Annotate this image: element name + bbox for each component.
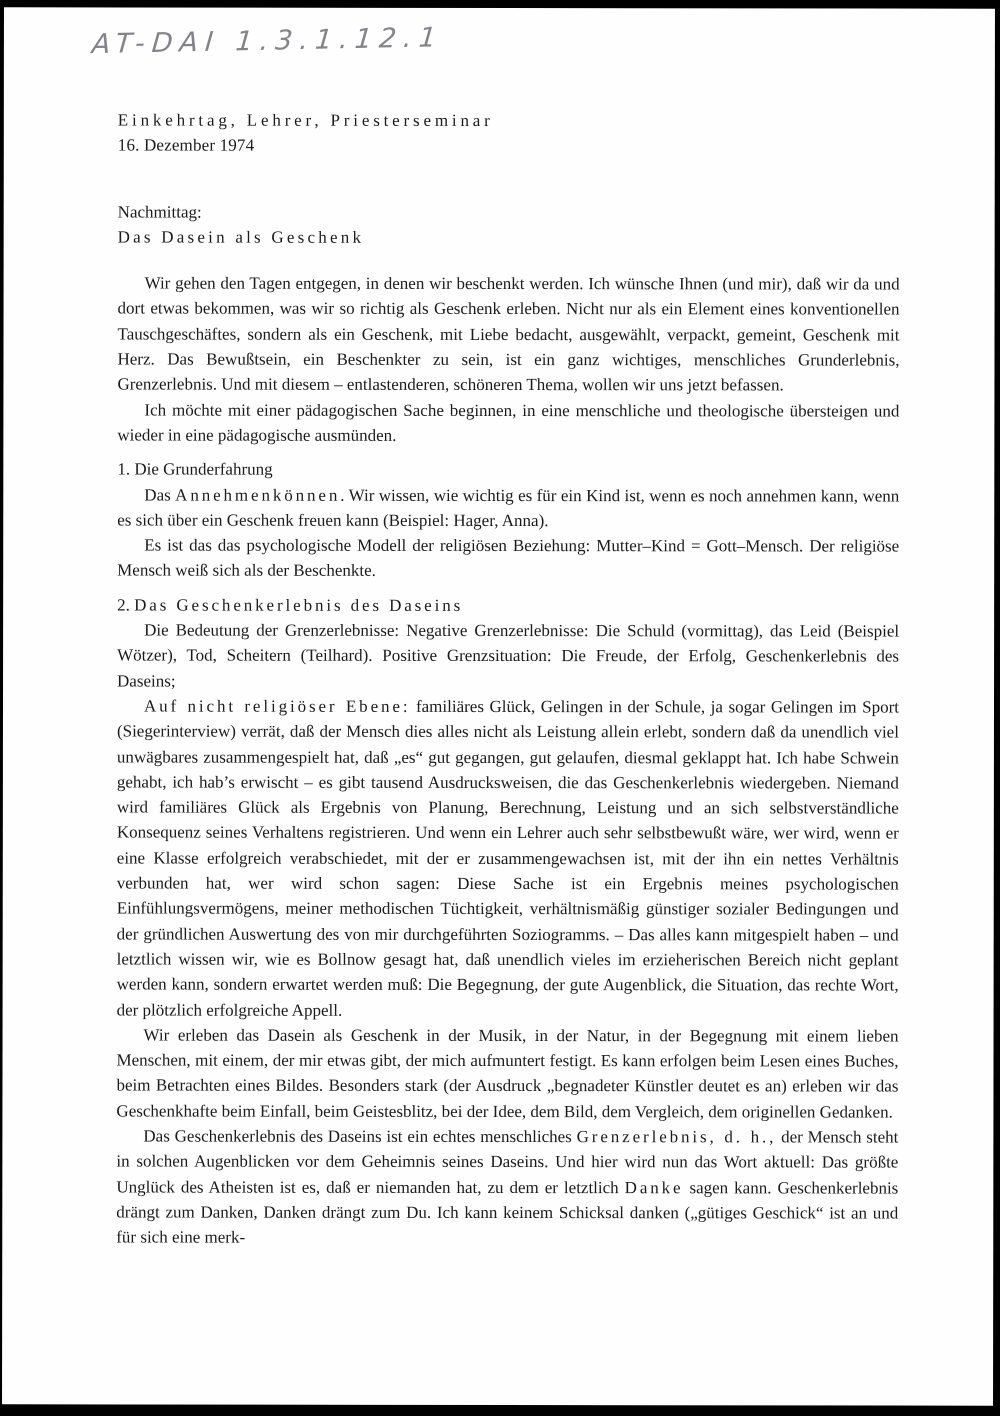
body-paragraph [117, 693, 899, 1023]
section-heading [117, 457, 899, 483]
emphasized-spaced-text: Danke [624, 1177, 684, 1197]
section-heading [117, 592, 899, 618]
body-paragraph [117, 271, 899, 399]
emphasized-spaced-text: Das Geschenkerlebnis des Daseins [134, 595, 464, 615]
emphasized-spaced-text: Auf nicht religiöser Ebene: [143, 696, 411, 716]
body-paragraph [117, 482, 899, 534]
document-page [2, 7, 995, 1405]
document-subheader [118, 199, 900, 251]
text-run: Wir erleben das Dasein als Geschenk in der Musik, in der Natur, in der Begegnung mit einem lieben Menschen, mit einem, der mir etwas gibt, der mich aufmuntert festigt. Es kann erfolgen beim Lesen eines Buches, beim Betrachten eines Bildes. Besonders stark (der Ausdruck „begnadeter Künstler deutet es an) erleben wir das Geschenkhafte beim Einfall, beim Geistesblitz, bei der Idee, dem Bild, dem Vergleich, dem originellen Gedanken. [116, 1025, 899, 1122]
handwritten-archive-code: AT-DAI 1.3.1.12.1 [90, 22, 445, 61]
text-run: sagen kann. Geschenkerlebnis drängt zum Danken, Danken drängt zum Du. Ich kann keinem Schicksal danken („gütiges Geschick“ ist an und für sich eine merk- [116, 1177, 899, 1247]
text-run: Es ist das das psychologische Modell der religiösen Beziehung: Mutter–Kind = Gott–Mensch. Der religiöse Mensch weiß sich als der Beschenkte. [117, 535, 900, 581]
text-run: . Wir wissen, wie wichtig es für ein Kind ist, wenn es noch annehmen kann, wenn es sich über ein Geschenk freuen kann (Beispiel: Hager, Anna). [117, 485, 900, 530]
document-date: 16. Dezember 1974 [117, 135, 255, 155]
text-run: der Mensch steht in solchen Augenblicken vor dem Geheimnis seines Daseins. Und hier wird nun das Wort aktuell: Das größte Unglück des Atheisten ist es, daß er niemanden hat, zu dem er letztlich [116, 1127, 899, 1197]
text-run: familiäres Glück, Gelingen in der Schule, ja sogar Gelingen im Sport (Siegerinterview) verrät, daß der Mensch dies alles nicht als Leistung allein erlebt, sondern daß da unendlich viel unwägbares zusammengespielt hat, daß „es“ gut gegangen, gut gelaufen, diesmal geklappt hat. Ich habe Schwein gehabt, ich hab’s erwischt – es gibt tausend Ausdrucksweisen, die das Geschenkerlebnis wiedergeben. Niemand wird familiäres Glück als Ergebnis von Planung, Berechnung, Leistung und an sich selbstverständliche Konsequenz seines Verhaltens registrieren. Und wenn ein Lehrer auch sehr selbstbewußt wäre, wer wird, wenn er eine Klasse erfolgreich verabschiedet, mit der er zusammengewachsen ist, mit der ihn ein nettes Verhältnis verbunden hat, wer wird schon sagen: Diese Sache ist ein Ergebnis meines psychologischen Einfühlungsvermögens, meiner methodischen Tüchtigkeit, verhältnismäßig günstiger sozialer Bedingungen und der gründlichen Auswertung des von mir durchgeführten Soziogramms. – Das alles kann mitgespielt haben – und letztlich wissen wir, wie es Bollnow gesagt hat, daß unendlich vieles im erzieherischen Bereich nicht geplant werden kann, sondern erwartet werden muß: Die Begegnung, der gute Augenblick, die Situation, das rechte Wort, der plötzlich erfolgreiche Appell. [116, 696, 900, 1020]
text-run: Das [144, 485, 176, 505]
document-body [116, 271, 899, 1251]
document-title: Einkehrtag, Lehrer, Priesterseminar [117, 110, 494, 130]
body-paragraph [117, 397, 899, 449]
document-header [118, 107, 900, 159]
session-title: Das Dasein als Geschenk [117, 227, 365, 247]
body-paragraph [117, 533, 899, 585]
body-paragraph [116, 1022, 898, 1124]
text-run: Wir gehen den Tagen entgegen, in denen wir beschenkt werden. Ich wünsche Ihnen (und mir), daß wir da und dort etwas bekommen, was wir so richtig als Geschenk erleben. Nicht nur als ein Element eines konventionellen Tauschgeschäftes, sondern als ein Geschenk, mit Liebe bedacht, ausgewählt, verpackt, gemeint, Geschenk mit Herz. Das Bewußtsein, ein Beschenkter zu sein, ist ein ganz wichtiges, menschliches Grunderlebnis, Grenzerlebnis. Und mit diesem – entlastenderen, schöneren Thema, wollen wir uns jetzt befassen. [117, 273, 900, 395]
session-label: Nachmittag: [117, 202, 202, 222]
emphasized-spaced-text: Grenzerlebnis, d. h., [576, 1127, 777, 1147]
body-paragraph [117, 618, 899, 695]
text-run: Ich möchte mit einer pädagogischen Sache beginnen, in eine menschliche und theologische übersteigen und wieder in eine pädagogische ausmünden. [117, 400, 900, 445]
text-run: 1. Die Grunderfahrung [117, 459, 273, 479]
text-run: Das Geschenkerlebnis des Daseins ist ein echtes menschliches [143, 1126, 577, 1147]
emphasized-spaced-text: Annehmenkönnen [175, 485, 341, 505]
text-run: 2. [117, 595, 135, 615]
text-run: Die Bedeutung der Grenzerlebnisse: Negative Grenzerlebnisse: Die Schuld (vormittag), das Leid (Beispiel Wötzer), Tod, Scheitern (Teilhard). Positive Grenzsituation: Die Freude, der Erfolg, Geschenkerlebnis des Daseins; [117, 620, 900, 691]
body-paragraph [116, 1123, 898, 1251]
document-content [116, 107, 900, 1251]
